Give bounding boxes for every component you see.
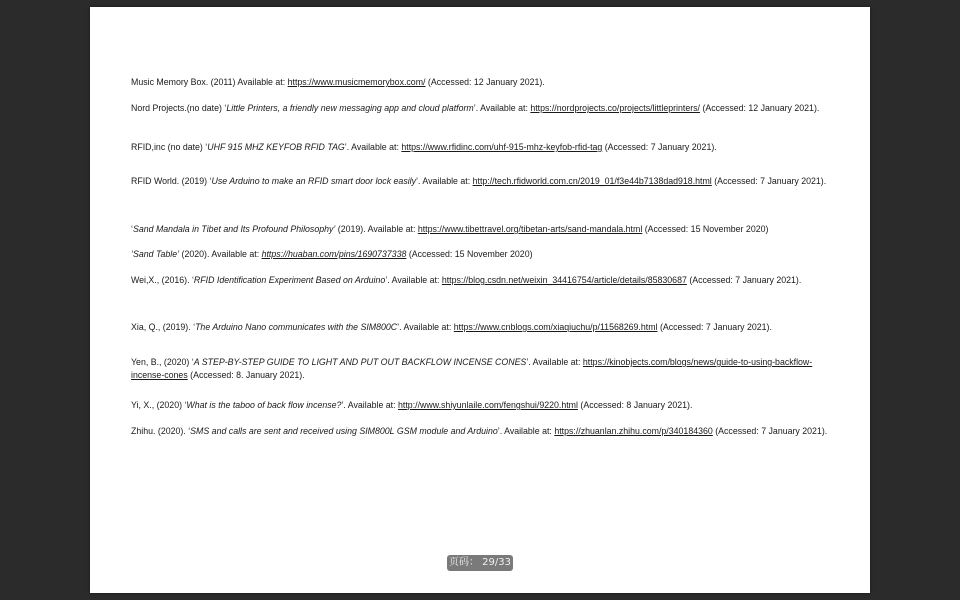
document-page [90, 7, 870, 593]
reference-mid: ’. Available at: [497, 426, 555, 436]
reference-lead: RFID World. (2019) ‘ [131, 176, 212, 186]
reference-link[interactable]: http://www.shiyunlaile.com/fengshui/9220.html [398, 400, 578, 410]
reference-accessed: (Accessed: 7 January 2021). [686, 275, 802, 285]
reference-mid: (2019). Available at: [335, 224, 418, 234]
reference-entry [131, 248, 831, 261]
reference-lead: Yen, B., (2020) ‘ [131, 357, 194, 367]
reference-title: What is the taboo of back flow incense? [186, 400, 342, 410]
reference-lead: Xia, Q., (2019). ‘ [131, 322, 196, 332]
reference-link[interactable]: https://kinobjects.com/blogs/news/guide-to-using-backflow-incense-cones [131, 357, 813, 380]
reference-lead: Yi, X., (2020) ‘ [131, 400, 187, 410]
reference-link[interactable]: http://tech.rfidworld.com.cn/2019_01/f3e44b7138dad918.html [472, 176, 712, 186]
reference-accessed: (Accessed: 8. January 2021). [187, 369, 305, 380]
reference-title: RFID Identification Experiment Based on Arduino [193, 275, 386, 285]
reference-link[interactable]: https://zhuanlan.zhihu.com/p/340184360 [554, 426, 713, 436]
reference-title: The Arduino Nano communicates with the SIM800C [195, 322, 398, 332]
reference-mid: ’. Available at: [526, 357, 583, 367]
reference-link[interactable]: https://www.cnblogs.com/xiaqiuchu/p/11568269.html [453, 322, 658, 332]
reference-accessed: (Accessed: 15 November 2020) [642, 224, 769, 234]
reference-title: Little Printers, a friendly new messaging app and cloud platform [226, 103, 474, 113]
reference-accessed: (Accessed: 7 January 2021). [602, 142, 717, 152]
reference-title: A STEP-BY-STEP GUIDE TO LIGHT AND PUT OUT BACKFLOW INCENSE CONES [193, 357, 527, 367]
reference-lead: Music Memory Box. (2011) Available at: [131, 77, 288, 87]
reference-entry [131, 223, 831, 236]
reference-title: UHF 915 MHZ KEYFOB RFID TAG [207, 142, 345, 152]
reference-mid: ’. Available at: [385, 275, 442, 285]
reference-mid: ’. Available at: [344, 142, 402, 152]
reference-accessed: (Accessed: 7 January 2021). [711, 176, 827, 186]
reference-entry [131, 321, 831, 334]
reference-title: Use Arduino to make an RFID smart door lock easily [211, 176, 417, 186]
reference-link[interactable]: https://huaban.com/pins/1690737338 [261, 249, 407, 259]
reference-mid: ’. Available at: [397, 322, 454, 332]
reference-link[interactable]: https://www.rfidinc.com/uhf-915-mhz-keyfob-rfid-tag [401, 142, 603, 152]
reference-link[interactable]: https://nordprojects.co/projects/littleprinters/ [530, 103, 701, 113]
reference-link[interactable]: https://www.tibettravel.org/tibetan-arts/sand-mandala.html [417, 224, 643, 234]
reference-accessed: (Accessed: 8 January 2021). [577, 400, 693, 410]
reference-link[interactable]: https://blog.csdn.net/weixin_34416754/article/details/85830687 [441, 275, 687, 285]
reference-entry [131, 141, 831, 154]
reference-lead: ‘ [131, 224, 133, 234]
reference-mid: (2020). Available at: [179, 249, 262, 259]
reference-lead: Nord Projects.(no date) ‘ [131, 103, 227, 113]
reference-accessed: (Accessed: 7 January 2021). [657, 322, 772, 332]
reference-accessed: (Accessed: 12 January 2021). [425, 77, 545, 87]
reference-lead: Wei,X., (2016). ‘ [131, 275, 194, 285]
reference-title: ‘Sand Table’ [131, 249, 180, 259]
reference-mid: ’. Available at: [341, 400, 399, 410]
reference-title: Sand Mandala in Tibet and Its Profound Philosophy’ [132, 224, 336, 234]
reference-entry [131, 425, 831, 438]
reference-entry [131, 175, 831, 188]
reference-lead: Zhihu. (2020). ‘ [131, 426, 191, 436]
reference-accessed: (Accessed: 15 November 2020) [406, 249, 533, 259]
reference-accessed: (Accessed: 12 January 2021). [700, 103, 820, 113]
reference-mid: ’. Available at: [473, 103, 531, 113]
reference-entry [131, 102, 831, 115]
reference-accessed: (Accessed: 7 January 2021). [712, 426, 828, 436]
reference-entry [131, 399, 831, 412]
reference-lead: RFID,inc (no date) ‘ [131, 142, 208, 152]
reference-entry [131, 274, 831, 287]
reference-entry [131, 76, 831, 89]
reference-mid: ’. Available at: [416, 176, 473, 186]
reference-link[interactable]: https://www.musicmemorybox.com/ [287, 77, 426, 87]
reference-title: SMS and calls are sent and received using SIM800L GSM module and Arduino [190, 426, 498, 436]
reference-entry [131, 356, 831, 381]
page-number-indicator: 页码： 29/33 [447, 555, 513, 571]
